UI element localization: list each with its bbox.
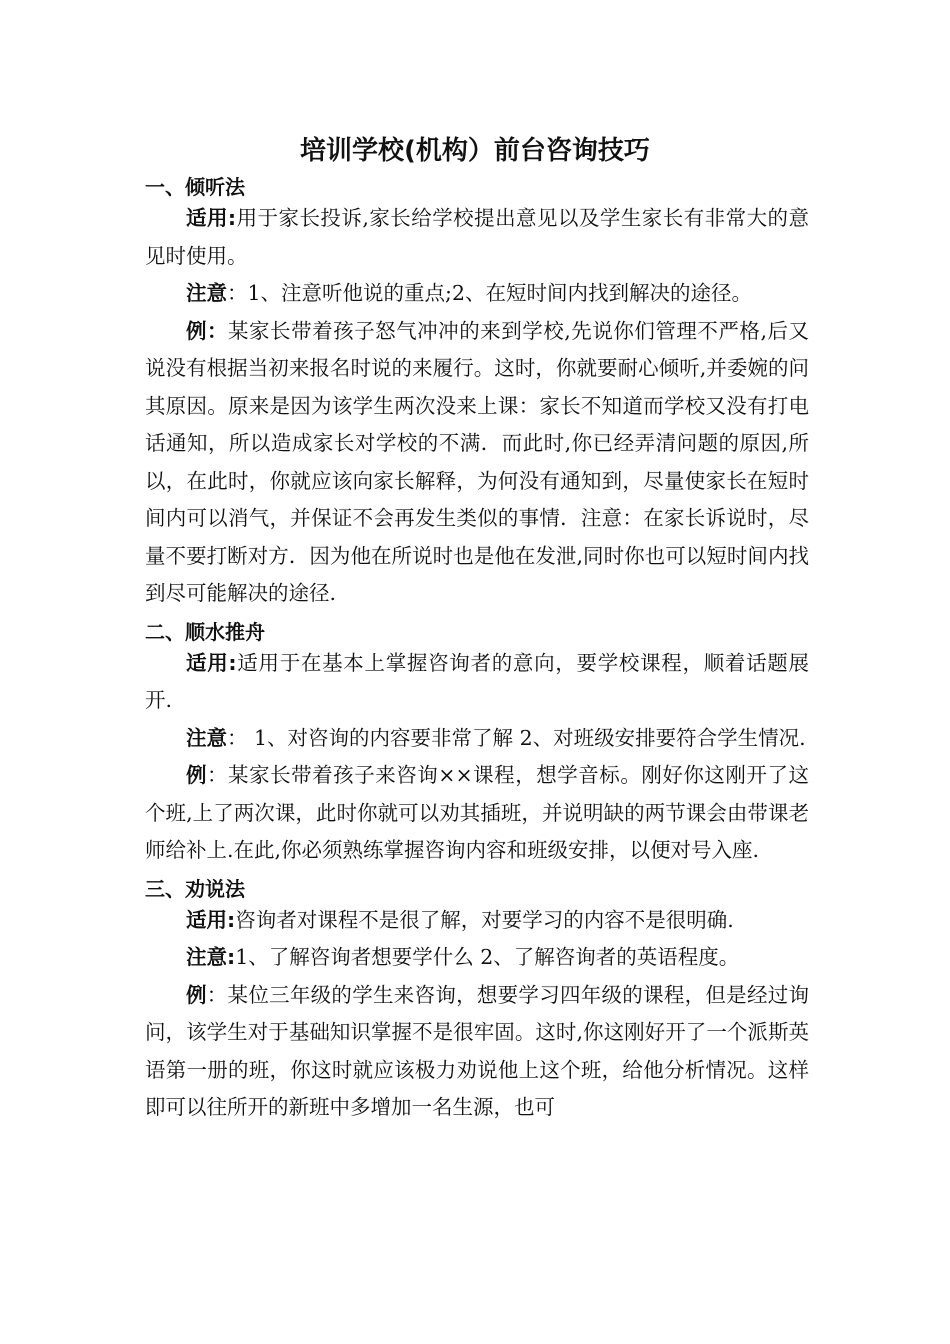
paragraph-note — [145, 275, 809, 313]
paragraph-label: 注意: — [186, 945, 236, 969]
paragraph-note — [145, 720, 809, 758]
section-heading: 一、倾听法 — [145, 175, 245, 199]
paragraph-example — [145, 757, 809, 870]
paragraph-text: 用于家长投诉,家长给学校提出意见以及学生家长有非常大的意见时使用。 — [145, 206, 810, 268]
paragraph-label: 例 — [186, 982, 207, 1007]
paragraph-text: 适用于在基本上掌握咨询者的意向，要学校课程，顺着话题展开. — [145, 650, 810, 712]
paragraph-applicable — [145, 902, 809, 940]
section-follow-along — [145, 619, 809, 870]
section-listening — [145, 174, 809, 613]
paragraph-note — [145, 939, 809, 977]
paragraph-text: 1、了解咨询者想要学什么 2、了解咨询者的英语程度。 — [235, 945, 740, 969]
section-persuasion — [145, 876, 809, 1127]
paragraph-label: 适用: — [186, 907, 236, 932]
section-heading: 三、劝说法 — [145, 876, 245, 901]
document-body — [145, 174, 809, 1127]
paragraph-label: 适用: — [186, 206, 237, 230]
paragraph-label: 适用: — [186, 650, 237, 675]
paragraph-label: 注意 — [186, 281, 227, 305]
paragraph-applicable — [145, 645, 809, 720]
paragraph-label: 例： — [186, 318, 229, 343]
paragraph-text: 某家长带着孩子怒气冲冲的来到学校,先说你们管理不严格,后又说没有根据当初来报名时说的来履行。这时，你就要耐心倾听,并委婉的问其原因。原来是因为该学生两次没来上课：家长不知道而学校又没有打电话通知，所以造成家长对学校的不满．而此时,你已经弄清问题的原因,所以，在此时，你就应该向家长解释，为何没有通知到，尽量使家长在短时间内可以消气，并保证不会再发生类似的事情．注意：在家长诉说时，尽量不要打断对方．因为他在所说时也是他在发泄,同时你也可以短时间内找到尽可能解决的途径. — [145, 318, 809, 605]
paragraph-text: ：某位三年级的学生来咨询，想要学习四年级的课程，但是经过询问，该学生对于基础知识掌握不是很牢固。这时,你这刚好开了一个派斯英语第一册的班，你这时就应该极力劝说他上这个班，给他分析情况。这样即可以往所开的新班中多增加一名生源，也可 — [145, 982, 810, 1119]
paragraph-example — [145, 977, 809, 1127]
paragraph-text: 咨询者对课程不是很了解，对要学习的内容不是很明确. — [235, 907, 734, 932]
paragraph-label: 例 — [186, 763, 208, 787]
paragraph-text: ： 1、对咨询的内容要非常了解 2、对班级安排要符合学生情况. — [227, 725, 806, 750]
document-title: 培训学校(机构）前台咨询技巧 — [300, 136, 650, 166]
paragraph-applicable — [145, 200, 809, 275]
section-heading: 二、顺水推舟 — [145, 619, 265, 644]
paragraph-text: ：1、注意听他说的重点;2、在短时间内找到解决的途径。 — [227, 281, 752, 305]
paragraph-example — [145, 313, 809, 613]
paragraph-label: 注意 — [186, 725, 227, 750]
paragraph-text: ：某家长带着孩子来咨询××课程，想学音标。刚好你这刚开了这个班,上了两次课，此时你就可以劝其插班，并说明缺的两节课会由带课老师给补上.在此,你必须熟练掌握咨询内容和班级安排，以便对号入座. — [145, 763, 810, 862]
